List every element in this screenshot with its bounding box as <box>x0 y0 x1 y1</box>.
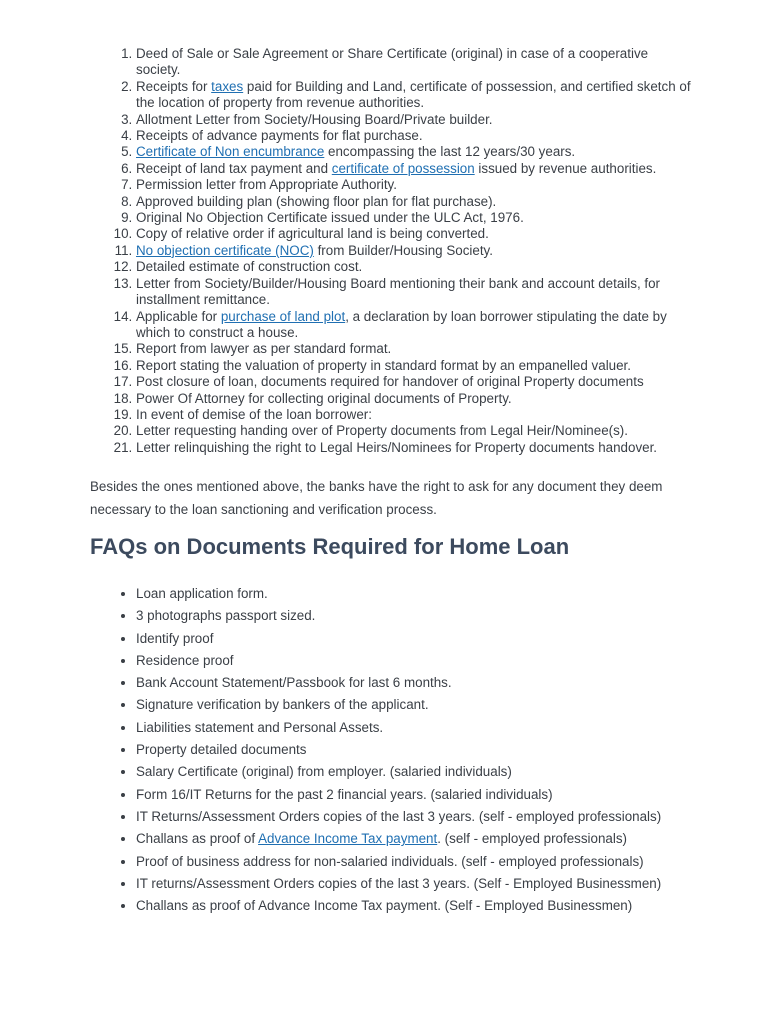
item-text: Property detailed documents <box>136 742 307 758</box>
inline-link[interactable]: No objection certificate (NOC) <box>136 242 314 258</box>
item-text: issued by revenue authorities. <box>474 160 657 176</box>
faq-item <box>136 583 736 605</box>
faq-item <box>136 650 736 672</box>
requirement-item <box>136 309 696 342</box>
requirement-item <box>136 226 696 242</box>
requirement-item <box>136 144 696 160</box>
item-text: IT returns/Assessment Orders copies of the last 3 years. (Self - Employed Businessmen) <box>136 875 662 891</box>
item-text: Residence proof <box>136 652 234 668</box>
requirement-item <box>136 128 696 144</box>
required-documents-list <box>136 46 696 456</box>
requirement-item <box>136 358 696 374</box>
item-text: Allotment Letter from Society/Housing Board/Private builder. <box>136 111 493 127</box>
inline-link[interactable]: certificate of possession <box>331 160 475 176</box>
requirement-item <box>136 161 696 177</box>
item-text: Applicable for <box>136 308 221 324</box>
item-text: from Builder/Housing Society. <box>313 242 493 258</box>
inline-link[interactable]: Advance Income Tax payment <box>258 831 438 847</box>
item-text: Bank Account Statement/Passbook for last 6 months. <box>136 675 452 691</box>
faq-item <box>136 761 736 783</box>
faq-heading: FAQs on Documents Required for Home Loan <box>90 534 570 559</box>
requirement-item <box>136 112 696 128</box>
item-text: Original No Objection Certificate issued under the ULC Act, 1976. <box>136 210 524 226</box>
requirement-item <box>136 407 696 423</box>
item-text: Permission letter from Appropriate Authority. <box>136 177 397 193</box>
item-text: Report from lawyer as per standard format. <box>136 341 392 357</box>
requirement-item <box>136 391 696 407</box>
item-text: Copy of relative order if agricultural land is being converted. <box>136 226 489 242</box>
faq-item <box>136 784 736 806</box>
inline-link[interactable]: purchase of land plot <box>220 308 346 324</box>
faq-item <box>136 672 736 694</box>
item-text: Receipt of land tax payment and <box>136 160 332 176</box>
faq-item <box>136 828 736 850</box>
faq-item <box>136 739 736 761</box>
item-text: Proof of business address for non-salaried individuals. (self - employed professionals) <box>136 853 644 869</box>
item-text: Form 16/IT Returns for the past 2 financial years. (salaried individuals) <box>136 786 553 802</box>
item-text: Report stating the valuation of property in standard format by an empanelled valuer. <box>136 357 632 373</box>
item-text: Loan application form. <box>136 586 268 601</box>
item-text: Approved building plan (showing floor plan for flat purchase). <box>136 193 497 209</box>
item-text: Detailed estimate of construction cost. <box>136 259 363 275</box>
item-text: Deed of Sale or Sale Agreement or Share Certificate (original) in case of a cooperative society. <box>136 46 649 78</box>
faq-item <box>136 851 736 873</box>
item-text: Letter from Society/Builder/Housing Board mentioning their bank and account details, for installment remittance. <box>136 275 661 308</box>
requirement-item <box>136 243 696 259</box>
inline-link[interactable]: taxes <box>211 78 244 94</box>
requirement-item <box>136 194 696 210</box>
faq-item <box>136 694 736 716</box>
requirement-item <box>136 79 696 112</box>
item-text: Identify proof <box>136 630 214 646</box>
item-text: Salary Certificate (original) from employer. (salaried individuals) <box>136 764 512 780</box>
requirement-item <box>136 177 696 193</box>
item-text: Power Of Attorney for collecting original documents of Property. <box>136 390 512 406</box>
item-text: , a declaration by loan borrower stipulating the date by which to construct a house. <box>136 308 667 340</box>
requirement-item <box>136 259 696 275</box>
item-text: IT Returns/Assessment Orders copies of the last 3 years. (self - employed professionals) <box>136 808 662 824</box>
faq-list <box>136 583 736 917</box>
requirement-item <box>136 276 696 309</box>
item-text: paid for Building and Land, certificate of possession, and certified sketch of the location of property from revenue authorities. <box>136 78 691 111</box>
item-text: Signature verification by bankers of the applicant. <box>136 697 429 713</box>
requirement-item <box>136 210 696 226</box>
item-text: encompassing the last 12 years/30 years. <box>324 144 576 160</box>
faq-item <box>136 717 736 739</box>
item-text: Challans as proof of <box>136 831 259 847</box>
faq-item <box>136 806 736 828</box>
item-text: Post closure of loan, documents required for handover of original Property documents <box>136 374 644 390</box>
item-text: In event of demise of the loan borrower: <box>136 406 372 422</box>
requirement-item <box>136 374 696 390</box>
inline-link[interactable]: Certificate of Non encumbrance <box>136 144 325 160</box>
item-text: 3 photographs passport sized. <box>136 608 316 624</box>
faq-item <box>136 873 736 895</box>
requirement-item <box>136 46 696 79</box>
item-text: Letter requesting handing over of Property documents from Legal Heir/Nominee(s). <box>136 423 628 439</box>
requirement-item <box>136 423 696 439</box>
item-text: Receipts for <box>136 78 212 94</box>
item-text: Challans as proof of Advance Income Tax payment. (Self - Employed Businessmen) <box>136 898 633 914</box>
item-text: Liabilities statement and Personal Assets. <box>136 719 384 735</box>
item-text: Receipts of advance payments for flat purchase. <box>136 128 423 144</box>
note-paragraph: Besides the ones mentioned above, the banks have the right to ask for any document they deem necessary to the loan sanctioning and verification process. <box>90 479 663 517</box>
item-text: . (self - employed professionals) <box>437 831 627 847</box>
requirement-item <box>136 440 696 456</box>
requirement-item <box>136 341 696 357</box>
faq-item <box>136 895 736 917</box>
faq-item <box>136 605 736 627</box>
faq-item <box>136 628 736 650</box>
item-text: Letter relinquishing the right to Legal Heirs/Nominees for Property documents handover. <box>136 439 658 455</box>
